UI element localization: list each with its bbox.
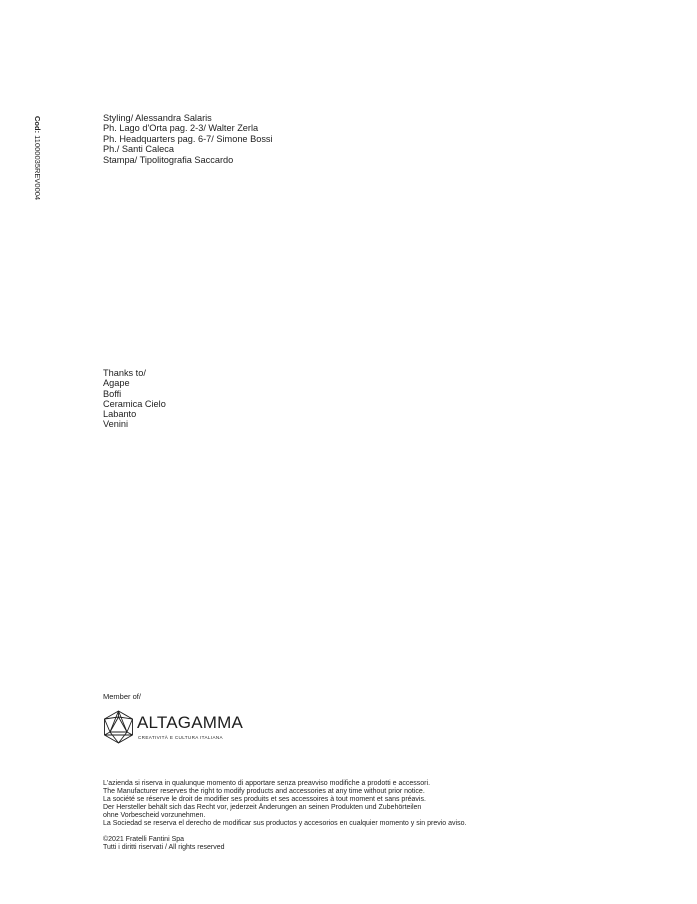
legal-line: La Sociedad se reserva el derecho de modificar sus productos y accesorios en cualquier momento y sin previo aviso.	[103, 820, 467, 828]
thanks-heading: Thanks to/	[103, 368, 146, 378]
legal-notice	[103, 780, 466, 829]
thanks-name: Boffi	[103, 388, 122, 399]
product-code	[31, 116, 43, 208]
credit-line: Styling/ Alessandra Salaris	[103, 113, 212, 123]
member-of-label: Member of/	[103, 692, 141, 701]
thanks-name: Agape	[103, 378, 130, 389]
legal-line: L'azienda si riserva in qualunque momento di apportare senza preavviso modifiche a prodotti e accessori.	[103, 780, 431, 787]
copyright-line: Tutti i diritti riservati / All rights reserved	[103, 844, 225, 852]
credit-line: Ph. Headquarters pag. 6-7/ Simone Bossi	[103, 133, 273, 144]
altagamma-tagline: CREATIVITÀ E CULTURA ITALIANA	[138, 735, 223, 740]
credit-line: Stampa/ Tipolitografia Saccardo	[103, 154, 234, 165]
legal-line: The Manufacturer reserves the right to modify products and accessories at any time without prior notice.	[103, 788, 425, 796]
product-code-label: Cod:	[33, 116, 42, 134]
copyright-notice	[103, 836, 225, 852]
thanks-name: Venini	[103, 419, 129, 430]
icosahedron-icon	[103, 710, 134, 744]
copyright-line: ©2021 Fratelli Fantini Spa	[103, 836, 185, 843]
credit-line: Ph. Lago d'Orta pag. 2-3/ Walter Zerla	[103, 123, 259, 134]
altagamma-logo	[103, 710, 243, 746]
thanks-name: Ceramica Cielo	[103, 398, 166, 409]
legal-line: La société se réserve le droit de modifier ses produits et ses accessoires à tout moment et sans préavis.	[103, 796, 426, 804]
photo-credits	[103, 113, 273, 165]
altagamma-wordmark: ALTAGAMMA	[137, 713, 244, 732]
product-code-value: 11000035REV0004	[33, 135, 42, 201]
legal-line: Der Hersteller behält sich das Recht vor, jederzeit Änderungen an seinen Produkten und Zubehörteilen	[103, 804, 422, 812]
legal-line: ohne Vorbescheid vorzunehmen.	[103, 812, 206, 820]
thanks-section	[103, 368, 166, 430]
thanks-name: Labanto	[103, 409, 137, 420]
credit-line: Ph./ Santi Caleca	[103, 144, 174, 155]
